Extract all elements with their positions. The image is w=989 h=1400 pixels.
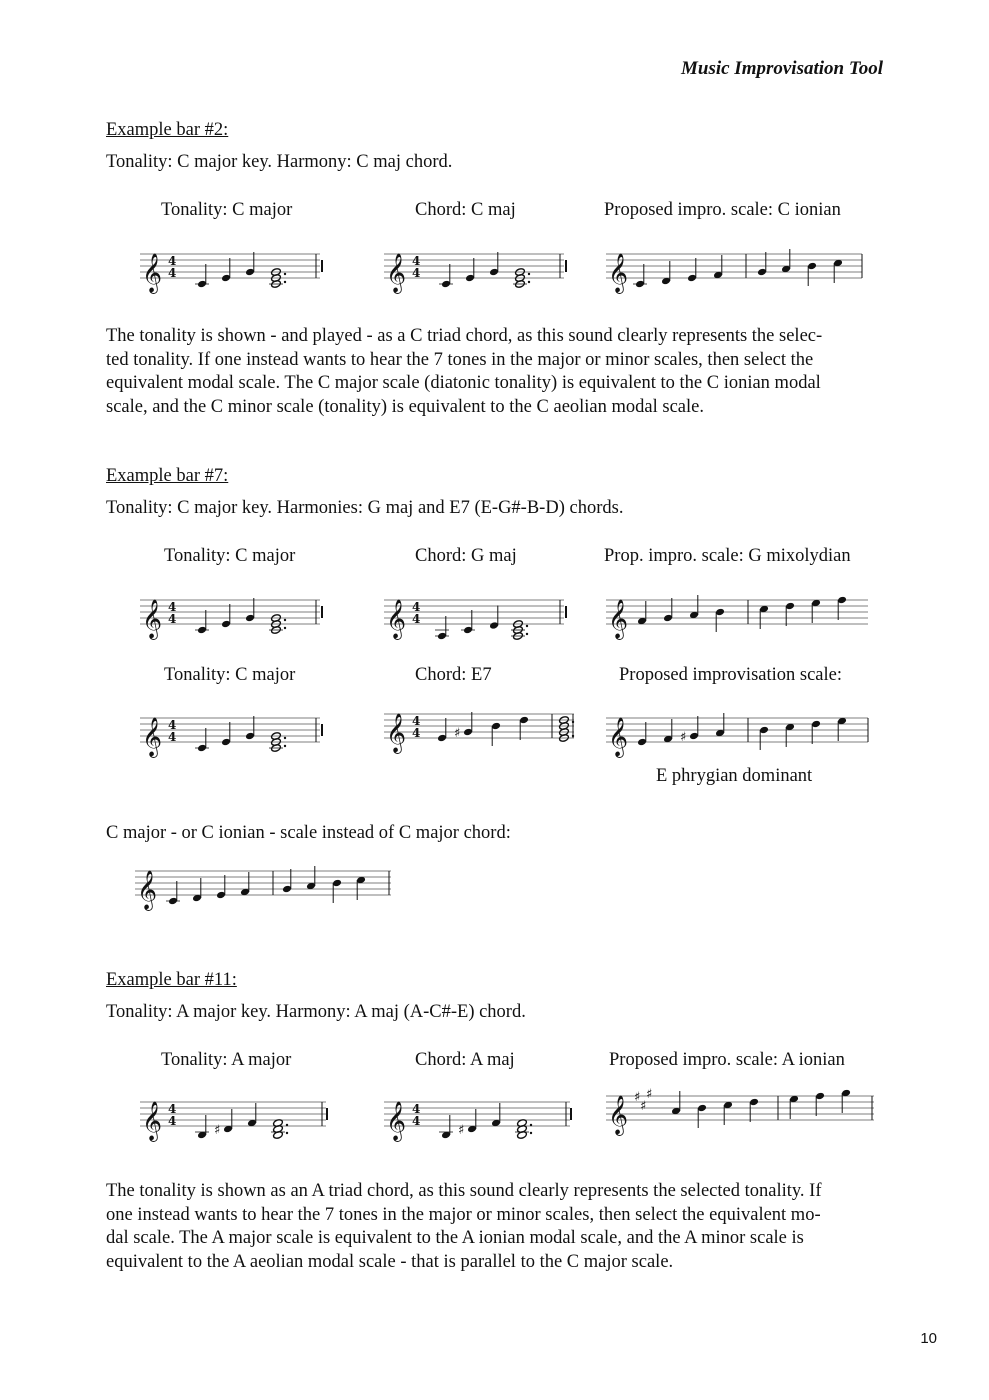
time-signature: 4 [412, 600, 421, 614]
treble-clef-icon: 𝄞 [142, 599, 163, 639]
music-staff [384, 700, 580, 753]
dot [286, 1124, 288, 1126]
time-signature: 4 [168, 612, 177, 626]
staff-label: Tonality: A major [161, 1050, 292, 1070]
example-subtitle: Tonality: A major key. Harmony: A maj (A-C#-E) chord. [106, 1002, 526, 1022]
scale-name-label: E phrygian dominant [656, 766, 813, 786]
key-signature-sharp: ♯ [640, 1099, 647, 1114]
time-signature: 4 [412, 266, 421, 280]
dot [284, 281, 286, 283]
dot [526, 625, 528, 627]
treble-clef-icon: 𝄞 [142, 253, 163, 293]
staff-label: Proposed impro. scale: C ionian [604, 200, 841, 220]
music-staff [606, 704, 872, 757]
rest-icon [565, 606, 567, 618]
treble-clef-icon: 𝄞 [386, 253, 407, 293]
treble-clef-icon: 𝄞 [137, 870, 158, 910]
music-staff [384, 1088, 574, 1141]
music-staff [384, 240, 570, 293]
time-signature: 4 [168, 718, 177, 732]
example-heading: Example bar #11: [106, 970, 237, 990]
treble-clef-icon: 𝄞 [386, 599, 407, 639]
time-signature: 4 [168, 1114, 177, 1128]
time-signature: 4 [412, 612, 421, 626]
dot [284, 619, 286, 621]
treble-clef-icon: 𝄞 [608, 599, 629, 639]
time-signature: 4 [168, 1102, 177, 1116]
time-signature: 4 [412, 726, 421, 740]
music-staff [140, 586, 326, 639]
key-signature-sharp: ♯ [646, 1087, 653, 1102]
staff-label: Tonality: C major [164, 665, 296, 685]
music-staff [140, 704, 326, 757]
time-signature: 4 [412, 1114, 421, 1128]
dot [530, 1124, 532, 1126]
treble-clef-icon: 𝄞 [608, 1095, 629, 1135]
page-number: 10 [920, 1330, 937, 1347]
dot [530, 1132, 532, 1134]
staff-label: Tonality: C major [164, 546, 296, 566]
music-staff [606, 1082, 878, 1135]
staff-label: Tonality: C major [161, 200, 293, 220]
treble-clef-icon: 𝄞 [142, 1101, 163, 1141]
rest-icon [321, 724, 323, 736]
dot [284, 273, 286, 275]
time-signature: 4 [412, 1102, 421, 1116]
staff-label: Proposed improvisation scale: [619, 665, 842, 685]
staff-label: Chord: E7 [415, 665, 492, 685]
staff-label: Proposed impro. scale: A ionian [609, 1050, 845, 1070]
body-paragraph: The tonality is shown - and played - as a C triad chord, as this sound clearly represents the selec- ted tonality. If one instead wants to hear the 7 tones in the major or minor scales, then select the equivalent modal scale. The C major scale (diatonic tonality) is equivalent to the C ionian modal scale, and the C minor scale (tonality) is equivalent to the C aeolian modal scale. [106, 326, 823, 417]
example-subtitle: Tonality: C major key. Harmony: C maj chord. [106, 152, 453, 172]
body-paragraph: The tonality is shown as an A triad chord, as this sound clearly represents the selected tonality. If one instead wants to hear the 7 tones in the major or minor scales, then select the equivalent mo- dal scale. The A major scale is equivalent to the A ionian modal scale, and the A minor scale is equivalent to the A aeolian modal scale - that is parallel to the C major scale. [106, 1181, 822, 1272]
rest-icon [570, 1108, 572, 1120]
rest-icon [326, 1108, 328, 1120]
rest-icon [321, 260, 323, 272]
dot [528, 281, 530, 283]
music-staff [384, 586, 570, 639]
staff-label: Chord: G maj [415, 546, 517, 566]
staff-label: Chord: A maj [415, 1050, 515, 1070]
staff-label: Chord: C maj [415, 200, 516, 220]
dot [286, 1132, 288, 1134]
dot [528, 273, 530, 275]
sharp-icon: ♯ [214, 1123, 221, 1138]
rest-icon [321, 606, 323, 618]
sharp-icon: ♯ [680, 730, 687, 745]
dot [284, 627, 286, 629]
time-signature: 4 [412, 714, 421, 728]
time-signature: 4 [168, 600, 177, 614]
sharp-icon: ♯ [458, 1123, 465, 1138]
time-signature: 4 [168, 266, 177, 280]
treble-clef-icon: 𝄞 [142, 717, 163, 757]
time-signature: 4 [412, 254, 421, 268]
music-staff [140, 1088, 330, 1141]
music-staff [606, 240, 866, 293]
treble-clef-icon: 𝄞 [386, 1101, 407, 1141]
dot [526, 633, 528, 635]
music-staff [606, 586, 872, 639]
dot [284, 737, 286, 739]
staff-label: Prop. impro. scale: G mixolydian [604, 546, 851, 566]
example-subtitle: Tonality: C major key. Harmonies: G maj and E7 (E-G#-B-D) chords. [106, 498, 624, 518]
example-heading: Example bar #2: [106, 120, 229, 140]
sharp-icon: ♯ [454, 726, 461, 741]
key-signature-sharp: ♯ [634, 1090, 641, 1105]
rest-icon [565, 260, 567, 272]
note-text: C major - or C ionian - scale instead of C major chord: [106, 823, 511, 843]
time-signature: 4 [168, 254, 177, 268]
dot [284, 745, 286, 747]
treble-clef-icon: 𝄞 [386, 713, 407, 753]
time-signature: 4 [168, 730, 177, 744]
treble-clef-icon: 𝄞 [608, 717, 629, 757]
music-staff [140, 240, 326, 293]
example-heading: Example bar #7: [106, 466, 229, 486]
treble-clef-icon: 𝄞 [608, 253, 629, 293]
running-header: Music Improvisation Tool [680, 58, 883, 79]
music-staff [135, 857, 395, 910]
